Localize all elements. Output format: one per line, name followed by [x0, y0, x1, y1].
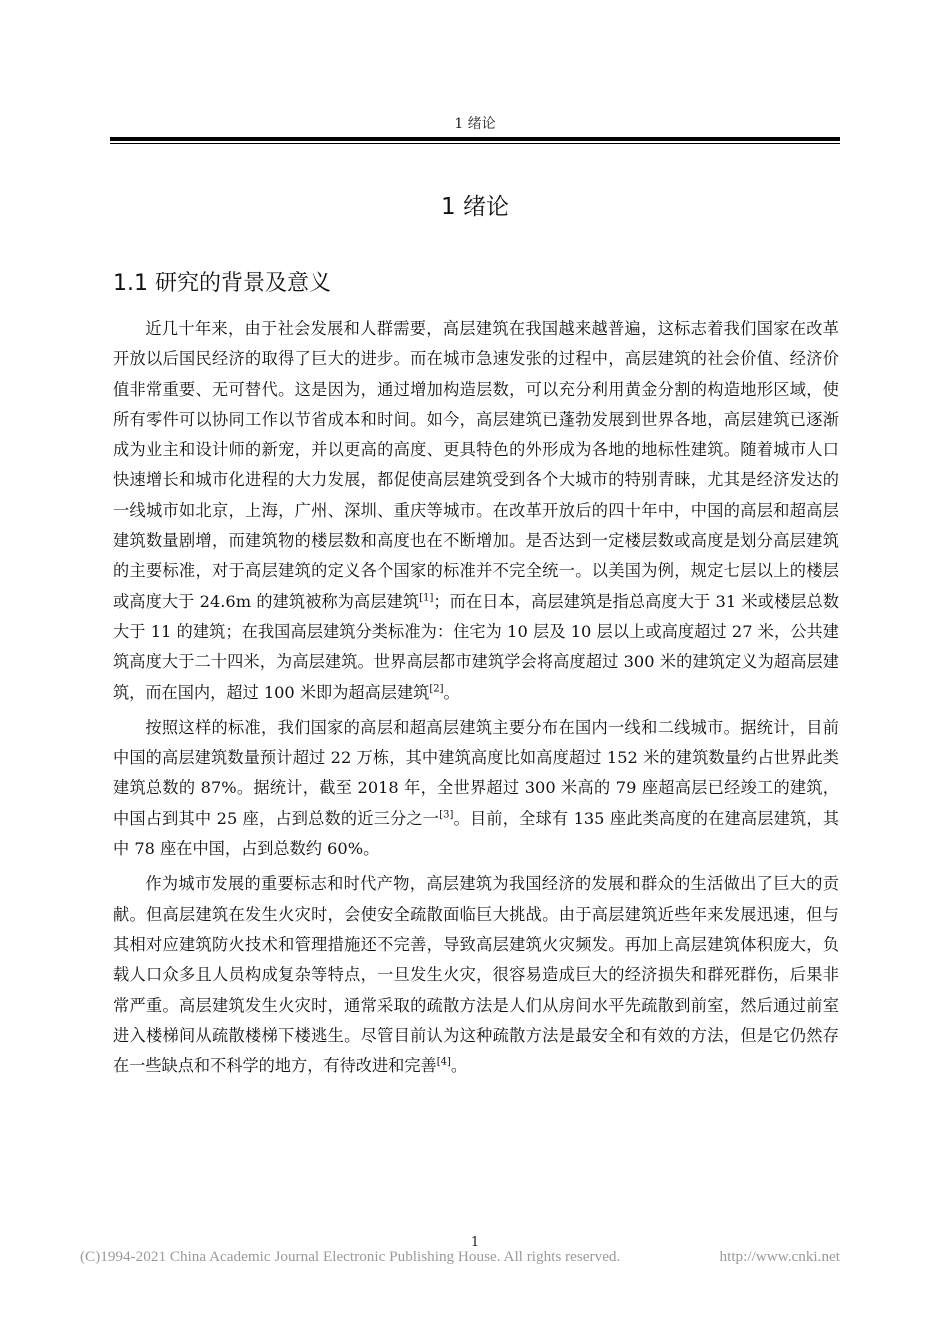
paragraph-1-text-a: 近几十年来，由于社会发展和人群需要，高层建筑在我国越来越普遍，这标志着我们国家在改革开放以后国民经济的取得了巨大的进步。而在城市急速发张的过程中，高层建筑的社会价值、经济价值非常重要、无可替代。这是因为，通过增加构造层数，可以充分利用黄金分割的构造地形区域，使所有零件可以协同工作以节省成本和时间。如今，高层建筑已蓬勃发展到世界各地，高层建筑已逐渐成为业主和设计师的新宠，并以更高的高度、更具特色的外形成为各地的地标性建筑。随着城市人口快速增长和城市化进程的大力发展，都促使高层建筑受到各个大城市的特别青睐，尤其是经济发达的一线城市如北京，上海，广州、深圳、重庆等城市。在改革开放后的四十年中，中国的高层和超高层建筑数量剧增，而建筑物的楼层数和高度也在不断增加。是否达到一定楼层数或高度是划分高层建筑的主要标准，对于高层建筑的定义各个国家的标准并不完全统一。以美国为例，规定七层以上的楼层或高度大于 24.6m 的建筑被称为高层建筑	[113, 319, 839, 611]
citation-3[interactable]: [3]	[439, 809, 454, 821]
footer-copyright	[80, 1248, 840, 1266]
paragraph-3-text-b: 。	[450, 1056, 468, 1076]
section-title: 1.1 研究的背景及意义	[113, 271, 331, 296]
paragraph-3-text-a: 作为城市发展的重要标志和时代产物，高层建筑为我国经济的发展和群众的生活做出了巨大的贡献。但高层建筑在发生火灾时，会使安全疏散面临巨大挑战。由于高层建筑近些年来发展迅速，但与其相对应建筑防火技术和管理措施还不完善，导致高层建筑火灾频发。再加上高层建筑体积庞大，负载人口众多且人员构成复杂等特点，一旦发生火灾，很容易造成巨大的经济损失和群死群伤，后果非常严重。高层建筑发生火灾时，通常采取的疏散方法是人们从房间水平先疏散到前室，然后通过前室进入楼梯间从疏散楼梯下楼逃生。尽管目前认为这种疏散方法是最安全和有效的方法，但是它仍然存在一些缺点和不科学的地方，有待改进和完善	[113, 874, 839, 1076]
running-header: 1 绪论	[454, 116, 496, 132]
citation-4[interactable]: [4]	[436, 1056, 451, 1068]
paragraph-2	[113, 713, 839, 864]
paragraph-1-text-b: ；而在日本，高层建筑是指总高度大于 31 米或楼层总数大于 11 的建筑；在我国高层建筑分类标准为：住宅为 10 层及 10 层以上或高度超过 27 米，公共建筑高度大于二十四米，为高层建筑。世界高层都市建筑学会将高度超过 300 米的建筑定义为超高层建筑，而在国内，超过 100 米即为超高层建筑	[113, 591, 840, 702]
page-number: 1	[470, 1235, 480, 1250]
paragraph-3	[113, 869, 839, 1081]
copyright-notice: (C)1994-2021 China Academic Journal Electronic Publishing House. All rights reserved.	[80, 1248, 621, 1265]
body-text	[113, 314, 839, 1086]
citation-2[interactable]: [2]	[429, 683, 444, 695]
chapter-title: 1 绪论	[441, 194, 509, 220]
website-link[interactable]: http://www.cnki.net	[719, 1248, 840, 1265]
header-rule-thick	[110, 137, 840, 141]
paragraph-1	[113, 314, 839, 708]
header-rule-thin	[110, 143, 840, 144]
citation-1[interactable]: [1]	[419, 592, 434, 604]
paragraph-1-text-c: 。	[443, 682, 460, 702]
paragraph-2-text-b: 。目前，全球有 135 座此类高度的在建高层建筑，其中 78 座在中国，占到总数约 60%。	[113, 808, 839, 859]
paragraph-2-text-a: 按照这样的标准，我们国家的高层和超高层建筑主要分布在国内一线和二线城市。据统计，目前中国的高层建筑数量预计超过 22 万栋，其中建筑高度比如高度超过 152 米的建筑数量约占世界此类建筑总数的 87%。据统计，截至 2018 年，全世界超过 300 米高的 79 座超高层已经竣工的建筑，中国占到其中 25 座，占到总数的近三分之一	[113, 717, 839, 828]
